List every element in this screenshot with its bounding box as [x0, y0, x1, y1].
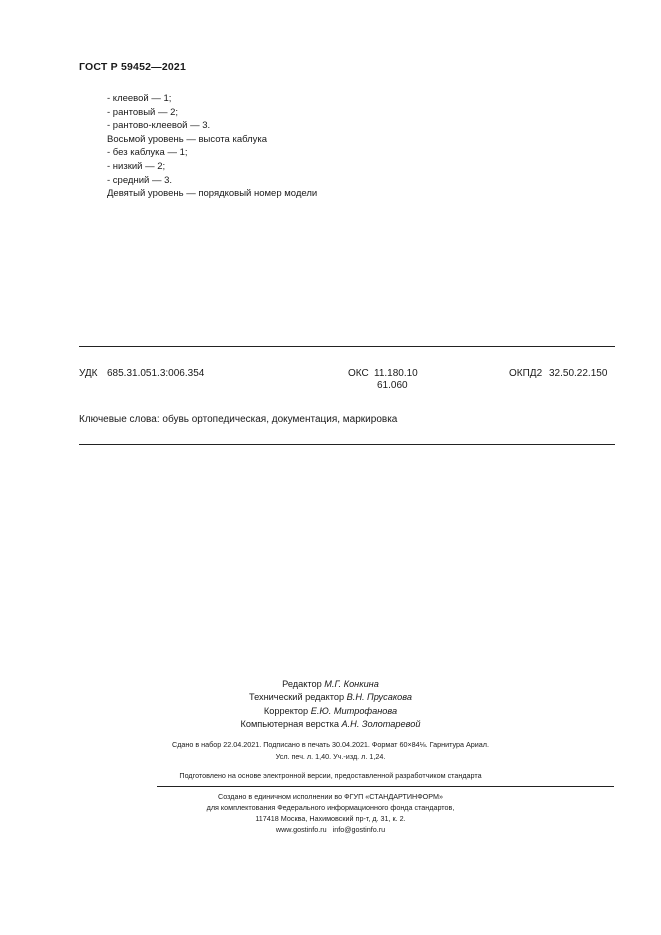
prepared-note: Подготовлено на основе электронной версии, предоставленной разработчиком стандарта	[179, 771, 482, 780]
list-item: - клеевой — 1;	[107, 93, 172, 104]
document-header: ГОСТ Р 59452—2021	[79, 61, 187, 73]
okpd-value: 32.50.22.150	[549, 368, 608, 379]
layout-line	[0, 718, 661, 731]
print-info-line-1: Сдано в набор 22.04.2021. Подписано в печать 30.04.2021. Формат 60×84⅛. Гарнитура Ариал.	[172, 740, 489, 749]
email-link[interactable]: info@gostinfo.ru	[332, 825, 386, 834]
corrector-role: Корректор	[263, 705, 309, 716]
list-item: - без каблука — 1;	[107, 147, 188, 159]
layout-role: Компьютерная верстка	[240, 718, 339, 729]
top-divider	[79, 346, 615, 347]
tech-editor-role: Технический редактор	[249, 692, 345, 703]
okpd-label: ОКПД2	[509, 368, 543, 379]
corrector-line	[0, 705, 661, 718]
keywords: Ключевые слова: обувь ортопедическая, документация, маркировка	[79, 414, 398, 425]
level-list	[107, 92, 317, 201]
editor-name: М.Г. Конкина	[324, 679, 379, 689]
publisher-line-3: 117418 Москва, Нахимовский пр-т, д. 31, к. 2.	[255, 814, 406, 823]
credits-block	[0, 678, 661, 731]
list-item: - низкий — 2;	[107, 160, 166, 172]
tech-editor-line	[0, 691, 661, 704]
publisher-line-1: Создано в единичном исполнении во ФГУП «СТАНДАРТИНФОРМ»	[218, 792, 443, 801]
website-link[interactable]: www.gostinfo.ru	[275, 825, 327, 834]
oks-label: ОКС	[348, 368, 369, 379]
print-info-line-2: Усл. печ. л. 1,40. Уч.-изд. л. 1,24.	[275, 752, 386, 761]
list-item: Восьмой уровень — высота каблука	[107, 133, 268, 145]
oks-value-2: 61.060	[377, 380, 408, 391]
list-item: Девятый уровень — порядковый номер модели	[107, 188, 318, 200]
publisher-contacts	[0, 824, 661, 835]
publisher-line-2: для комплектования Федерального информационного фонда стандартов,	[206, 803, 455, 812]
bottom-divider	[79, 444, 615, 445]
oks-value-1: 11.180.10	[374, 368, 418, 379]
list-item: - рантовый — 2;	[107, 106, 179, 118]
list-item: - средний — 3.	[107, 174, 173, 186]
udk-value: 685.31.051.3:006.354	[107, 368, 205, 379]
editor-role: Редактор	[282, 679, 322, 689]
editor-line	[0, 678, 661, 691]
list-item: - рантово-клеевой — 3.	[107, 120, 211, 132]
publisher-divider	[157, 786, 614, 787]
layout-name: А.Н. Золотаревой	[341, 718, 421, 729]
tech-editor-name: В.Н. Прусакова	[346, 692, 412, 703]
corrector-name: Е.Ю. Митрофанова	[310, 705, 398, 716]
udk-label: УДК	[79, 368, 98, 379]
